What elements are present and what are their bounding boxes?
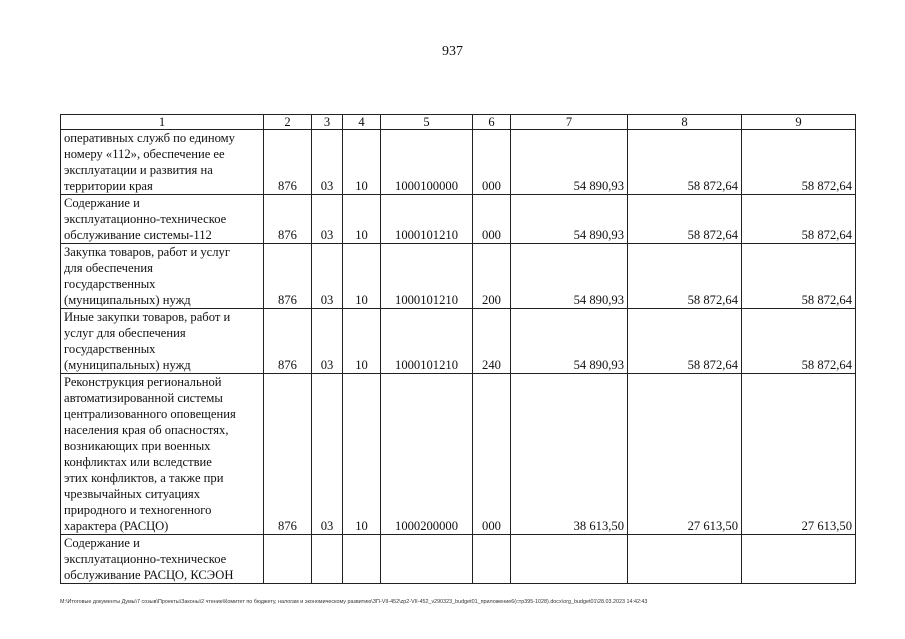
description-line: конфликтах или вследствие: [64, 455, 212, 469]
description-cell: [61, 309, 264, 374]
description-line: этих конфликтов, а также при: [64, 471, 224, 485]
budget-table: [60, 114, 856, 584]
table-row: [61, 130, 856, 195]
chapter-code-cell: 876: [264, 309, 312, 374]
section-code-cell: 03: [312, 244, 343, 309]
subsection-code-cell: 10: [343, 195, 381, 244]
subsection-code-cell: 10: [343, 374, 381, 535]
column-header: 2: [264, 115, 312, 130]
amount-col7-cell: 38 613,50: [511, 374, 628, 535]
column-header: 9: [742, 115, 856, 130]
description-line: эксплуатационно-техническое: [64, 552, 227, 566]
chapter-code-cell: 876: [264, 244, 312, 309]
amount-col9-cell: 58 872,64: [742, 244, 856, 309]
description-line: централизованного оповещения: [64, 407, 236, 421]
amount-col7-cell: 54 890,93: [511, 309, 628, 374]
description-line: Иные закупки товаров, работ и: [64, 310, 231, 324]
section-code-cell: 03: [312, 195, 343, 244]
description-line: чрезвычайных ситуациях: [64, 487, 201, 501]
amount-col8-cell: 58 872,64: [628, 195, 742, 244]
description-line: обслуживание системы-112: [64, 228, 212, 242]
table-row: [61, 374, 856, 535]
page-number: 937: [442, 44, 463, 59]
target-article-cell: 1000200000: [381, 374, 473, 535]
subsection-code-cell: 10: [343, 309, 381, 374]
description-line: эксплуатационно-техническое: [64, 212, 227, 226]
chapter-code-cell: 876: [264, 130, 312, 195]
description-line: Содержание и: [64, 196, 140, 210]
description-line: для обеспечения: [64, 261, 153, 275]
section-code-cell: 03: [312, 374, 343, 535]
amount-col8-cell: [628, 535, 742, 584]
description-line: государственных: [64, 277, 156, 291]
target-article-cell: [381, 535, 473, 584]
table-header-row: [61, 115, 856, 130]
expense-type-cell: [473, 535, 511, 584]
description-line: характера (РАСЦО): [64, 519, 169, 533]
subsection-code-cell: 10: [343, 244, 381, 309]
subsection-code-cell: 10: [343, 130, 381, 195]
subsection-code-cell: [343, 535, 381, 584]
description-line: населения края об опасностях,: [64, 423, 229, 437]
table-row: [61, 195, 856, 244]
description-line: обслуживание РАСЦО, КСЭОН: [64, 568, 234, 582]
description-line: номеру «112», обеспечение ее: [64, 147, 225, 161]
amount-col7-cell: 54 890,93: [511, 195, 628, 244]
description-cell: [61, 195, 264, 244]
description-line: Реконструкция региональной: [64, 375, 222, 389]
amount-col9-cell: [742, 535, 856, 584]
column-header: 7: [511, 115, 628, 130]
description-cell: [61, 244, 264, 309]
description-line: эксплуатации и развития на: [64, 163, 213, 177]
amount-col8-cell: 27 613,50: [628, 374, 742, 535]
description-line: природного и техногенного: [64, 503, 212, 517]
section-code-cell: 03: [312, 309, 343, 374]
description-cell: [61, 374, 264, 535]
column-header: 5: [381, 115, 473, 130]
amount-col8-cell: 58 872,64: [628, 309, 742, 374]
target-article-cell: 1000101210: [381, 195, 473, 244]
section-code-cell: 03: [312, 130, 343, 195]
description-line: услуг для обеспечения: [64, 326, 186, 340]
column-header: 8: [628, 115, 742, 130]
chapter-code-cell: [264, 535, 312, 584]
expense-type-cell: 000: [473, 374, 511, 535]
description-line: государственных: [64, 342, 156, 356]
section-code-cell: [312, 535, 343, 584]
expense-type-cell: 240: [473, 309, 511, 374]
description-cell: [61, 535, 264, 584]
expense-type-cell: 000: [473, 195, 511, 244]
expense-type-cell: 000: [473, 130, 511, 195]
column-header: 1: [61, 115, 264, 130]
description-line: автоматизированной системы: [64, 391, 223, 405]
target-article-cell: 1000100000: [381, 130, 473, 195]
description-line: оперативных служб по единому: [64, 131, 235, 145]
amount-col9-cell: 58 872,64: [742, 130, 856, 195]
description-line: Содержание и: [64, 536, 140, 550]
table-row: [61, 244, 856, 309]
table-row: [61, 535, 856, 584]
chapter-code-cell: 876: [264, 374, 312, 535]
amount-col7-cell: [511, 535, 628, 584]
description-line: (муниципальных) нужд: [64, 358, 191, 372]
amount-col7-cell: 54 890,93: [511, 244, 628, 309]
column-header: 6: [473, 115, 511, 130]
amount-col9-cell: 27 613,50: [742, 374, 856, 535]
description-line: Закупка товаров, работ и услуг: [64, 245, 230, 259]
amount-col9-cell: 58 872,64: [742, 309, 856, 374]
description-line: возникающих при военных: [64, 439, 211, 453]
target-article-cell: 1000101210: [381, 309, 473, 374]
description-line: (муниципальных) нужд: [64, 293, 191, 307]
target-article-cell: 1000101210: [381, 244, 473, 309]
amount-col9-cell: 58 872,64: [742, 195, 856, 244]
chapter-code-cell: 876: [264, 195, 312, 244]
amount-col7-cell: 54 890,93: [511, 130, 628, 195]
description-cell: [61, 130, 264, 195]
document-path-footer: М:\Итоговые документы Думы\7 созыв\Проекты\Законы\2 чтение\Комитет по бюджету, налогам и экономическому развитию\ЗП-VII-452\zp2-VII-452_v290323_budget01_приложение6(стр395-1028).docx\org_budget01\28.03.2023 14:42:43: [60, 599, 648, 605]
column-header: 4: [343, 115, 381, 130]
column-header: 3: [312, 115, 343, 130]
expense-type-cell: 200: [473, 244, 511, 309]
table-row: [61, 309, 856, 374]
amount-col8-cell: 58 872,64: [628, 244, 742, 309]
description-line: территории края: [64, 179, 153, 193]
amount-col8-cell: 58 872,64: [628, 130, 742, 195]
